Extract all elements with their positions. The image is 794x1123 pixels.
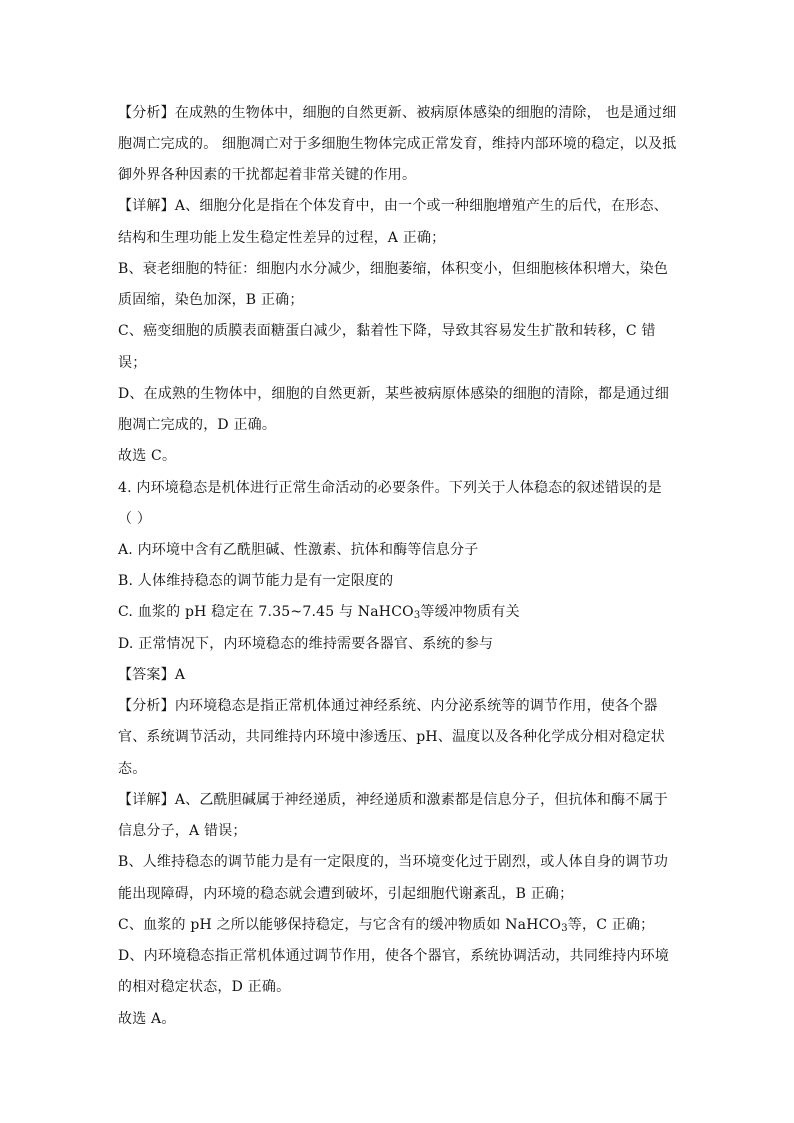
detail-q4-line-c [118, 915, 678, 935]
detail-q3-conclusion: 故选 C。 [118, 448, 177, 464]
detail-q3-line-c1: C、癌变细胞的质膜表面糖蛋白减少，黏着性下降，导致其容易发生扩散和转移，C 错 [118, 323, 656, 339]
option-c-text-end: 等缓冲物质有关 [420, 604, 520, 620]
option-c-subscript: 3 [413, 610, 421, 621]
detail-q4-line-a2: 信息分子，A 错误； [118, 823, 247, 839]
analysis-tag: 【分析】 [118, 105, 175, 121]
detail-q3-line-a1 [118, 196, 678, 216]
question-4-option-d: D. 正常情况下，内环境稳态的维持需要各器官、系统的参与 [118, 636, 494, 652]
detail-q4-line-d2: 的相对稳定状态，D 正确。 [118, 979, 291, 995]
detail-q4-conclusion: 故选 A。 [118, 1011, 176, 1027]
detail-q3-line-b1: B、衰老细胞的特征：细胞内水分减少，细胞萎缩，体积变小，但细胞核体积增大，染色 [118, 261, 669, 277]
analysis-q3-line-1 [118, 103, 678, 123]
detail-tag: 【详解】 [118, 198, 175, 214]
detail-q3-line-a2: 结构和生理功能上发生稳定性差异的过程，A 正确； [118, 230, 446, 246]
detail-q4-line-b1: B、人维持稳态的调节能力是有一定限度的，当环境变化过于剧烈，或人体自身的调节功 [118, 854, 669, 870]
answer-value: A [174, 667, 186, 683]
analysis-q4-line-1 [118, 696, 678, 716]
answer-q4 [118, 665, 678, 685]
question-4-option-a: A. 内环境中含有乙酰胆碱、性激素、抗体和酶等信息分子 [118, 542, 479, 558]
analysis-q3-line-3: 御外界各种因素的干扰都起着非常关键的作用。 [118, 167, 417, 183]
analysis-q4-line-3: 态。 [118, 761, 147, 777]
option-c-text: C. 血浆的 pH 稳定在 7.35~7.45 与 NaHCO [118, 604, 414, 620]
detail-text: A、细胞分化是指在个体发育中，由一个或一种细胞增殖产生的后代，在形态、 [174, 198, 668, 214]
detail-q4-line-d1: D、内环境稳态指正常机体通过调节作用，使各个器官，系统协调活动，共同维持内环境 [118, 948, 670, 964]
detail-c-text-end: 等，C 正确； [567, 917, 655, 933]
detail-q4-line-b2: 能出现障碍，内环境的稳态就会遭到破坏，引起细胞代谢紊乱，B 正确； [118, 886, 574, 902]
detail-q4-line-a1 [118, 790, 678, 810]
question-4-answer-blank: （ ） [118, 511, 152, 527]
detail-tag: 【详解】 [118, 792, 175, 808]
question-4-option-c [118, 602, 678, 622]
detail-q3-line-d1: D、在成熟的生物体中，细胞的自然更新，某些被病原体感染的细胞的清除，都是通过细 [118, 386, 670, 402]
detail-text: A、乙酰胆碱属于神经递质，神经递质和激素都是信息分子，但抗体和酶不属于 [174, 792, 668, 808]
question-4-stem: 4. 内环境稳态是机体进行正常生命活动的必要条件。下列关于人体稳态的叙述错误的是 [118, 480, 662, 496]
detail-c-subscript: 3 [561, 923, 568, 934]
question-4-option-b: B. 人体维持稳态的调节能力是有一定限度的 [118, 573, 394, 589]
analysis-q4-line-2: 官、系统调节活动，共同维持内环境中渗透压、pH、温度以及各种化学成分相对稳定状 [118, 729, 665, 745]
analysis-text: 内环境稳态是指正常机体通过神经系统、内分泌系统等的调节作用，使各个器 [174, 698, 658, 714]
answer-tag: 【答案】 [118, 667, 175, 683]
analysis-q3-line-2: 胞凋亡完成的。 细胞凋亡对于多细胞生物体完成正常发育，维持内部环境的稳定，以及抵 [118, 136, 677, 152]
analysis-tag: 【分析】 [118, 698, 175, 714]
detail-q3-line-b2: 质固缩，染色加深，B 正确； [118, 292, 304, 308]
detail-c-text: C、血浆的 pH 之所以能够保持稳定，与它含有的缓冲物质如 NaHCO [118, 917, 562, 933]
detail-q3-line-c2: 误； [118, 355, 147, 371]
detail-q3-line-d2: 胞凋亡完成的，D 正确。 [118, 417, 277, 433]
analysis-text: 在成熟的生物体中，细胞的自然更新、被病原体感染的细胞的清除， 也是通过细 [174, 105, 677, 121]
